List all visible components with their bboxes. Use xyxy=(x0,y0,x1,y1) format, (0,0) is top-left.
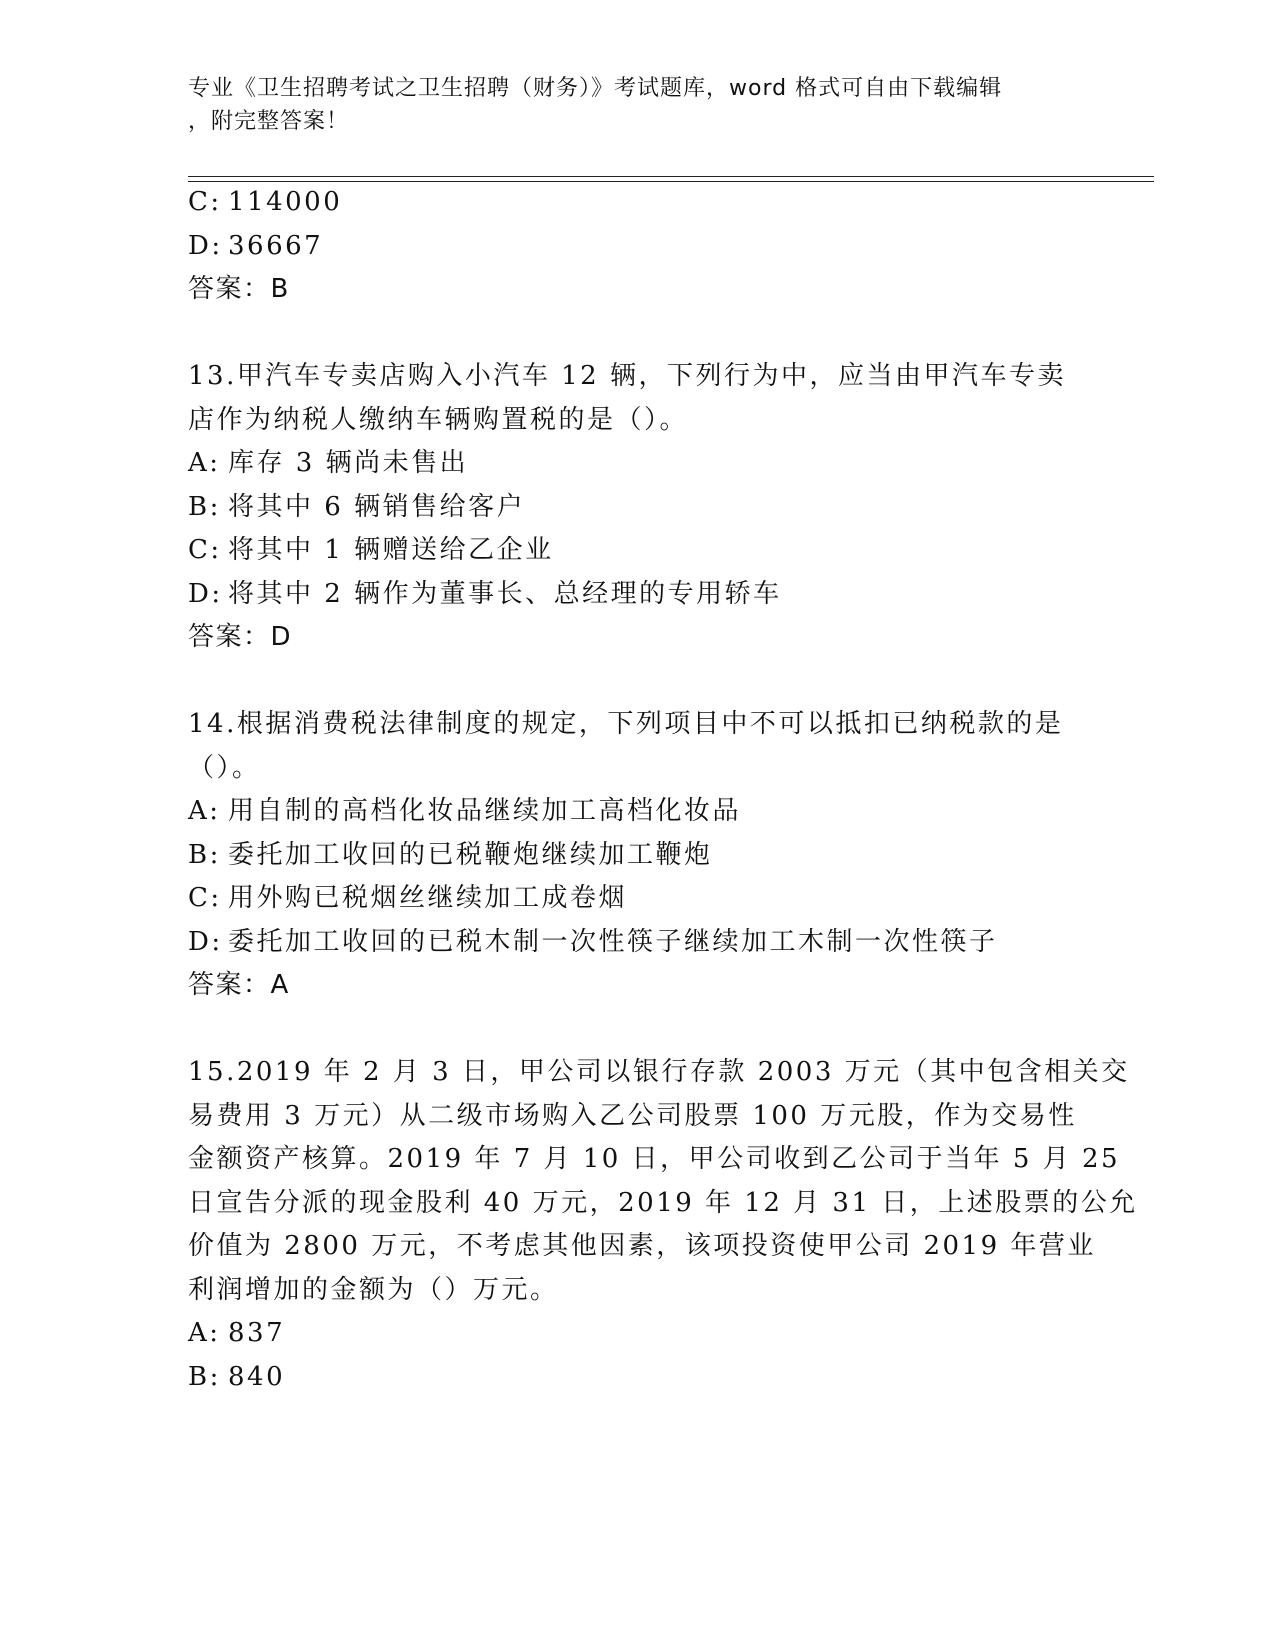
q15-stem-line-1: 15.2019 年 2 月 3 日，甲公司以银行存款 2003 万元（其中包含相关交 xyxy=(188,1057,1130,1087)
option-label: D: xyxy=(188,927,223,957)
q14-stem-line-1: 14.根据消费税法律制度的规定，下列项目中不可以抵扣已纳税款的是 xyxy=(188,709,1064,739)
option-text: 36667 xyxy=(228,231,324,261)
q12-answer: 答案：B xyxy=(188,274,290,304)
q13-option-c xyxy=(188,533,554,567)
option-text: 库存 3 辆尚未售出 xyxy=(228,448,469,478)
option-text: 用外购已税烟丝继续加工成卷烟 xyxy=(228,883,628,913)
option-label: B: xyxy=(188,1362,221,1392)
option-label: C: xyxy=(188,535,222,565)
option-label: D: xyxy=(188,231,223,261)
header-divider xyxy=(188,176,1154,182)
option-text: 将其中 6 辆销售给客户 xyxy=(228,492,526,522)
q14-option-b xyxy=(188,838,713,872)
option-label: C: xyxy=(188,883,222,913)
option-text: 837 xyxy=(228,1318,286,1348)
option-label: A: xyxy=(188,796,221,826)
q15-stem-line-4: 日宣告分派的现金股利 40 万元，2019 年 12 月 31 日，上述股票的公允 xyxy=(188,1188,1138,1218)
option-label: D: xyxy=(188,579,223,609)
q15-option-b xyxy=(188,1360,285,1394)
option-text: 委托加工收回的已税木制一次性筷子继续加工木制一次性筷子 xyxy=(228,927,998,957)
option-text: 将其中 2 辆作为董事长、总经理的专用轿车 xyxy=(228,579,782,609)
option-text: 将其中 1 辆赠送给乙企业 xyxy=(228,535,554,565)
document-header xyxy=(188,72,1068,138)
header-line-1: 专业《卫生招聘考试之卫生招聘（财务）》考试题库，word 格式可自由下载编辑 xyxy=(188,76,1003,101)
header-line-2: ，附完整答案！ xyxy=(188,109,350,134)
q14-option-d xyxy=(188,925,998,959)
q13-option-d xyxy=(188,577,782,611)
q13-stem-line-2: 店作为纳税人缴纳车辆购置税的是（）。 xyxy=(188,405,689,435)
q15-option-a xyxy=(188,1316,285,1350)
option-label: A: xyxy=(188,1318,221,1348)
option-text: 委托加工收回的已税鞭炮继续加工鞭炮 xyxy=(228,840,713,870)
q15-stem-line-2: 易费用 3 万元）从二级市场购入乙公司股票 100 万元股，作为交易性 xyxy=(188,1101,1077,1131)
q13-answer: 答案：D xyxy=(188,622,293,652)
option-text: 840 xyxy=(228,1362,286,1392)
option-text: 用自制的高档化妆品继续加工高档化妆品 xyxy=(228,796,742,826)
q12-option-c xyxy=(188,185,342,219)
option-label: C: xyxy=(188,187,222,217)
q15-stem-line-5: 价值为 2800 万元，不考虑其他因素，该项投资使甲公司 2019 年营业 xyxy=(188,1231,1096,1261)
q14-stem-line-2: （）。 xyxy=(188,753,261,783)
q14-option-c xyxy=(188,881,627,915)
option-label: A: xyxy=(188,448,221,478)
option-text: 114000 xyxy=(228,187,343,217)
option-label: B: xyxy=(188,840,221,870)
q14-option-a xyxy=(188,794,741,828)
q13-option-a xyxy=(188,446,468,480)
q13-option-b xyxy=(188,490,525,524)
q15-stem-line-6: 利润增加的金额为（）万元。 xyxy=(188,1275,559,1305)
q12-option-d xyxy=(188,229,323,263)
q14-answer: 答案：A xyxy=(188,970,290,1000)
option-label: B: xyxy=(188,492,221,522)
q13-stem-line-1: 13.甲汽车专卖店购入小汽车 12 辆，下列行为中，应当由甲汽车专卖 xyxy=(188,361,1066,391)
q15-stem-line-3: 金额资产核算。2019 年 7 月 10 日，甲公司收到乙公司于当年 5 月 25 xyxy=(188,1144,1121,1174)
